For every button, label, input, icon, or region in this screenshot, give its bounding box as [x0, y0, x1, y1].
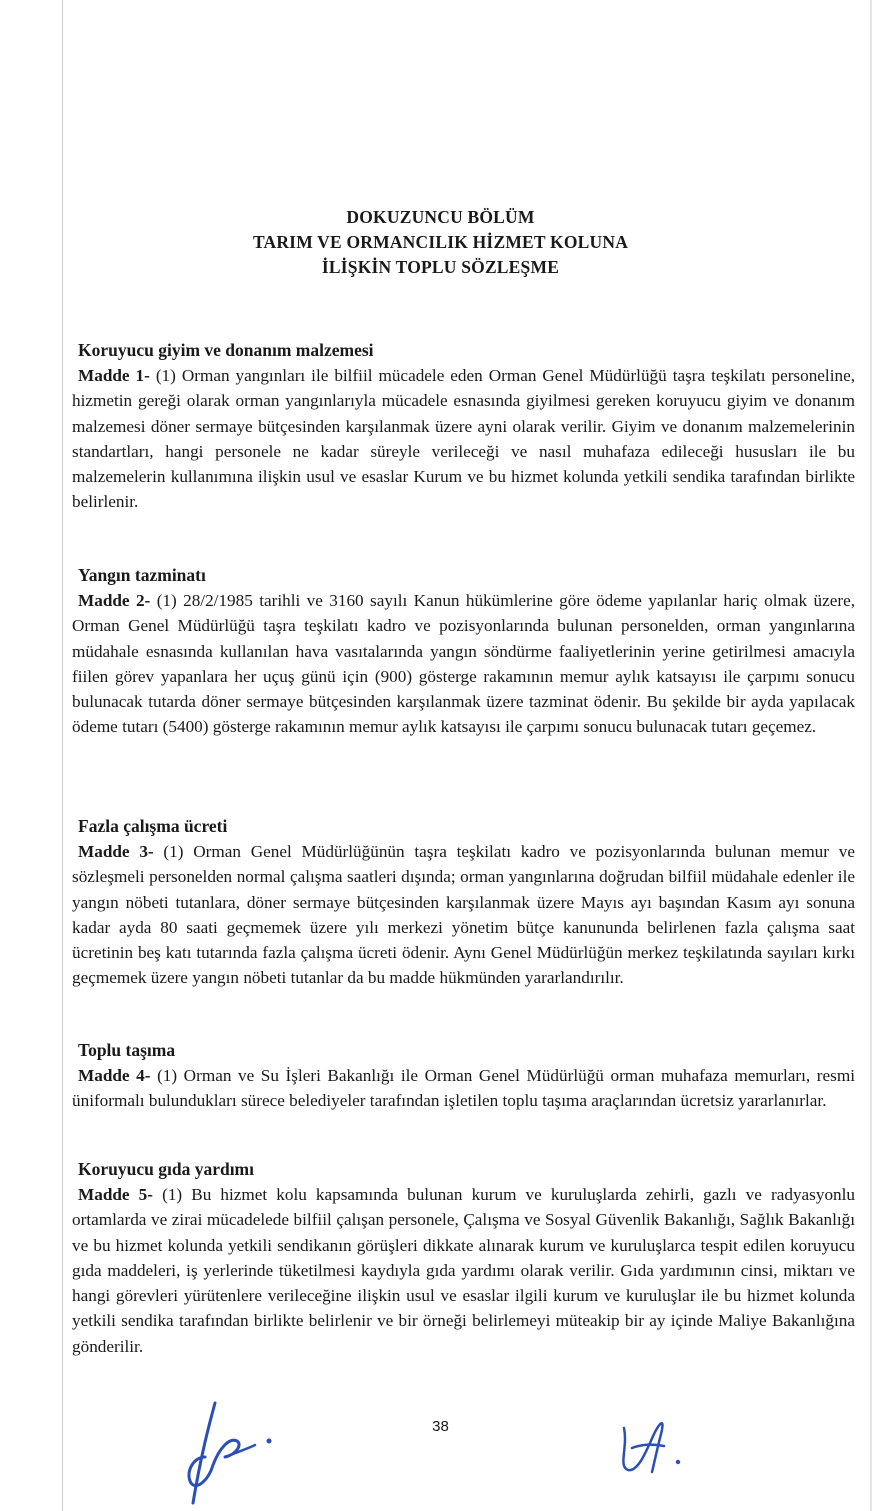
article-body	[72, 1063, 855, 1114]
article-body	[72, 363, 855, 515]
article-label: Madde 3-	[78, 842, 154, 861]
article-1	[72, 338, 855, 515]
article-title: Koruyucu gıda yardımı	[78, 1159, 254, 1179]
article-5	[72, 1157, 855, 1359]
article-text: (1) Orman ve Su İşleri Bakanlığı ile Orman Genel Müdürlüğü orman muhafaza memurları, resmi üniformalı bulundukları sürece belediyeler tarafından işletilen toplu taşıma araçlarından ücretsiz yararlanırlar.	[72, 1066, 855, 1111]
signature-stroke	[623, 1423, 662, 1472]
heading-line-1: DOKUZUNCU BÖLÜM	[346, 207, 535, 227]
article-3	[72, 814, 855, 991]
signature-dot	[676, 1460, 680, 1464]
article-title: Toplu taşıma	[78, 1040, 176, 1060]
article-body	[72, 839, 855, 991]
article-text: (1) Bu hizmet kolu kapsamında bulunan kurum ve kuruluşlarda zehirli, gazlı ve radyasyonlu ortamlarda ve zirai mücadelede bilfiil çalışan personele, Çalışma ve Sosyal Güvenlik Bakanlığı, Sağlık Bakanlığı ve bu hizmet kolunda yetkili sendikanın görüşleri dikkate alınarak kurum ve kuruluşlarca tespit edilen koruyucu gıda maddeleri, iş yerlerinde tüketilmesi kaydıyla gıda yardımı olarak verilir. Gıda yardımının cinsi, miktarı ve hangi görevleri yürütenlere verileceğine ilişkin usul ve esaslar ilgili kurum ve kuruluşlar ile bu hizmet kolunda yetkili sendika tarafından birlikte belirlenir ve bir örneği belirlemeyi müteakip bir ay içinde Maliye Bakanlığına gönderilir.	[72, 1185, 856, 1356]
signature-left	[175, 1395, 285, 1511]
article-title: Yangın tazminatı	[78, 565, 206, 585]
article-label: Madde 4-	[78, 1066, 151, 1085]
article-body	[72, 1182, 855, 1359]
article-body	[72, 588, 855, 740]
article-2	[72, 563, 855, 740]
article-label: Madde 5-	[78, 1185, 153, 1204]
article-4	[72, 1038, 855, 1114]
article-label: Madde 1-	[78, 366, 150, 385]
article-text: (1) Orman yangınları ile bilfiil mücadele eden Orman Genel Müdürlüğü taşra teşkilatı personeline, hizmetin gereği olarak orman yangınlarıyla mücadele esnasında giyilmesi gereken koruyucu giyim ve donanım malzemesi döner sermaye bütçesinden karşılanmak üzere ayni olarak verilir. Giyim ve donanım malzemelerinin standartları, hangi personele ne kadar süreyle verileceği ve nasıl muhafaza edileceği hususları ile bu malzemelerin kullanımına ilişkin usul ve esaslar Kurum ve bu hizmet kolunda yetkili sendika tarafından birlikte belirlenir.	[72, 366, 856, 512]
page-number: 38	[432, 1418, 449, 1435]
chapter-heading	[0, 205, 881, 280]
signature-right	[610, 1408, 690, 1480]
article-text: (1) 28/2/1985 tarihli ve 3160 sayılı Kanun hükümlerine göre ödeme yapılanlar hariç olmak üzere, Orman Genel Müdürlüğü taşra teşkilatı kadro ve pozisyonlarında bulunan personelden, orman yangınlarına müdahale esnasında kullanılan hava vasıtalarında yangın söndürme faaliyetlerinin yerine getirilmesi amacıyla fiilen görev yapanlara her uçuş günü için (900) gösterge rakamının memur aylık katsayısı ile çarpımı sonucu bulunacak tutarda döner sermaye bütçesinden karşılanmak üzere tazminat ödenir. Bu şekilde bir ayda yapılacak ödeme tutarı (5400) gösterge rakamının memur aylık katsayısı ile çarpımı sonucu bulunacak tutarı geçemez.	[72, 591, 856, 737]
article-label: Madde 2-	[78, 591, 151, 610]
heading-line-2: TARIM VE ORMANCILIK HİZMET KOLUNA	[252, 232, 629, 252]
article-title: Fazla çalışma ücreti	[78, 816, 228, 836]
article-text: (1) Orman Genel Müdürlüğünün taşra teşkilatı kadro ve pozisyonlarında bulunan memur ve sözleşmeli personelden normal çalışma saatleri dışında; orman yangınlarına doğrudan bilfiil müdahale edenler ile yangın nöbeti tutanlara, döner sermaye bütçesinden karşılanmak üzere Mayıs ayı başından Kasım ayı sonuna kadar ayda 80 saati geçmemek üzere yılı merkezi yönetim bütçe kanununda belirlenen fazla çalışma saat ücretinin beş katı tutarında fazla çalışma ücreti ödenir. Aynı Genel Müdürlüğün merkez teşkilatında sayıları kırkı geçmemek üzere yangın nöbeti tutanlar da bu madde hükmünden yararlandırılır.	[72, 842, 855, 988]
signature-dot	[267, 1439, 272, 1444]
signature-stroke	[193, 1403, 215, 1503]
heading-line-3: İLİŞKİN TOPLU SÖZLEŞME	[321, 257, 560, 277]
article-title: Koruyucu giyim ve donanım malzemesi	[78, 340, 374, 360]
